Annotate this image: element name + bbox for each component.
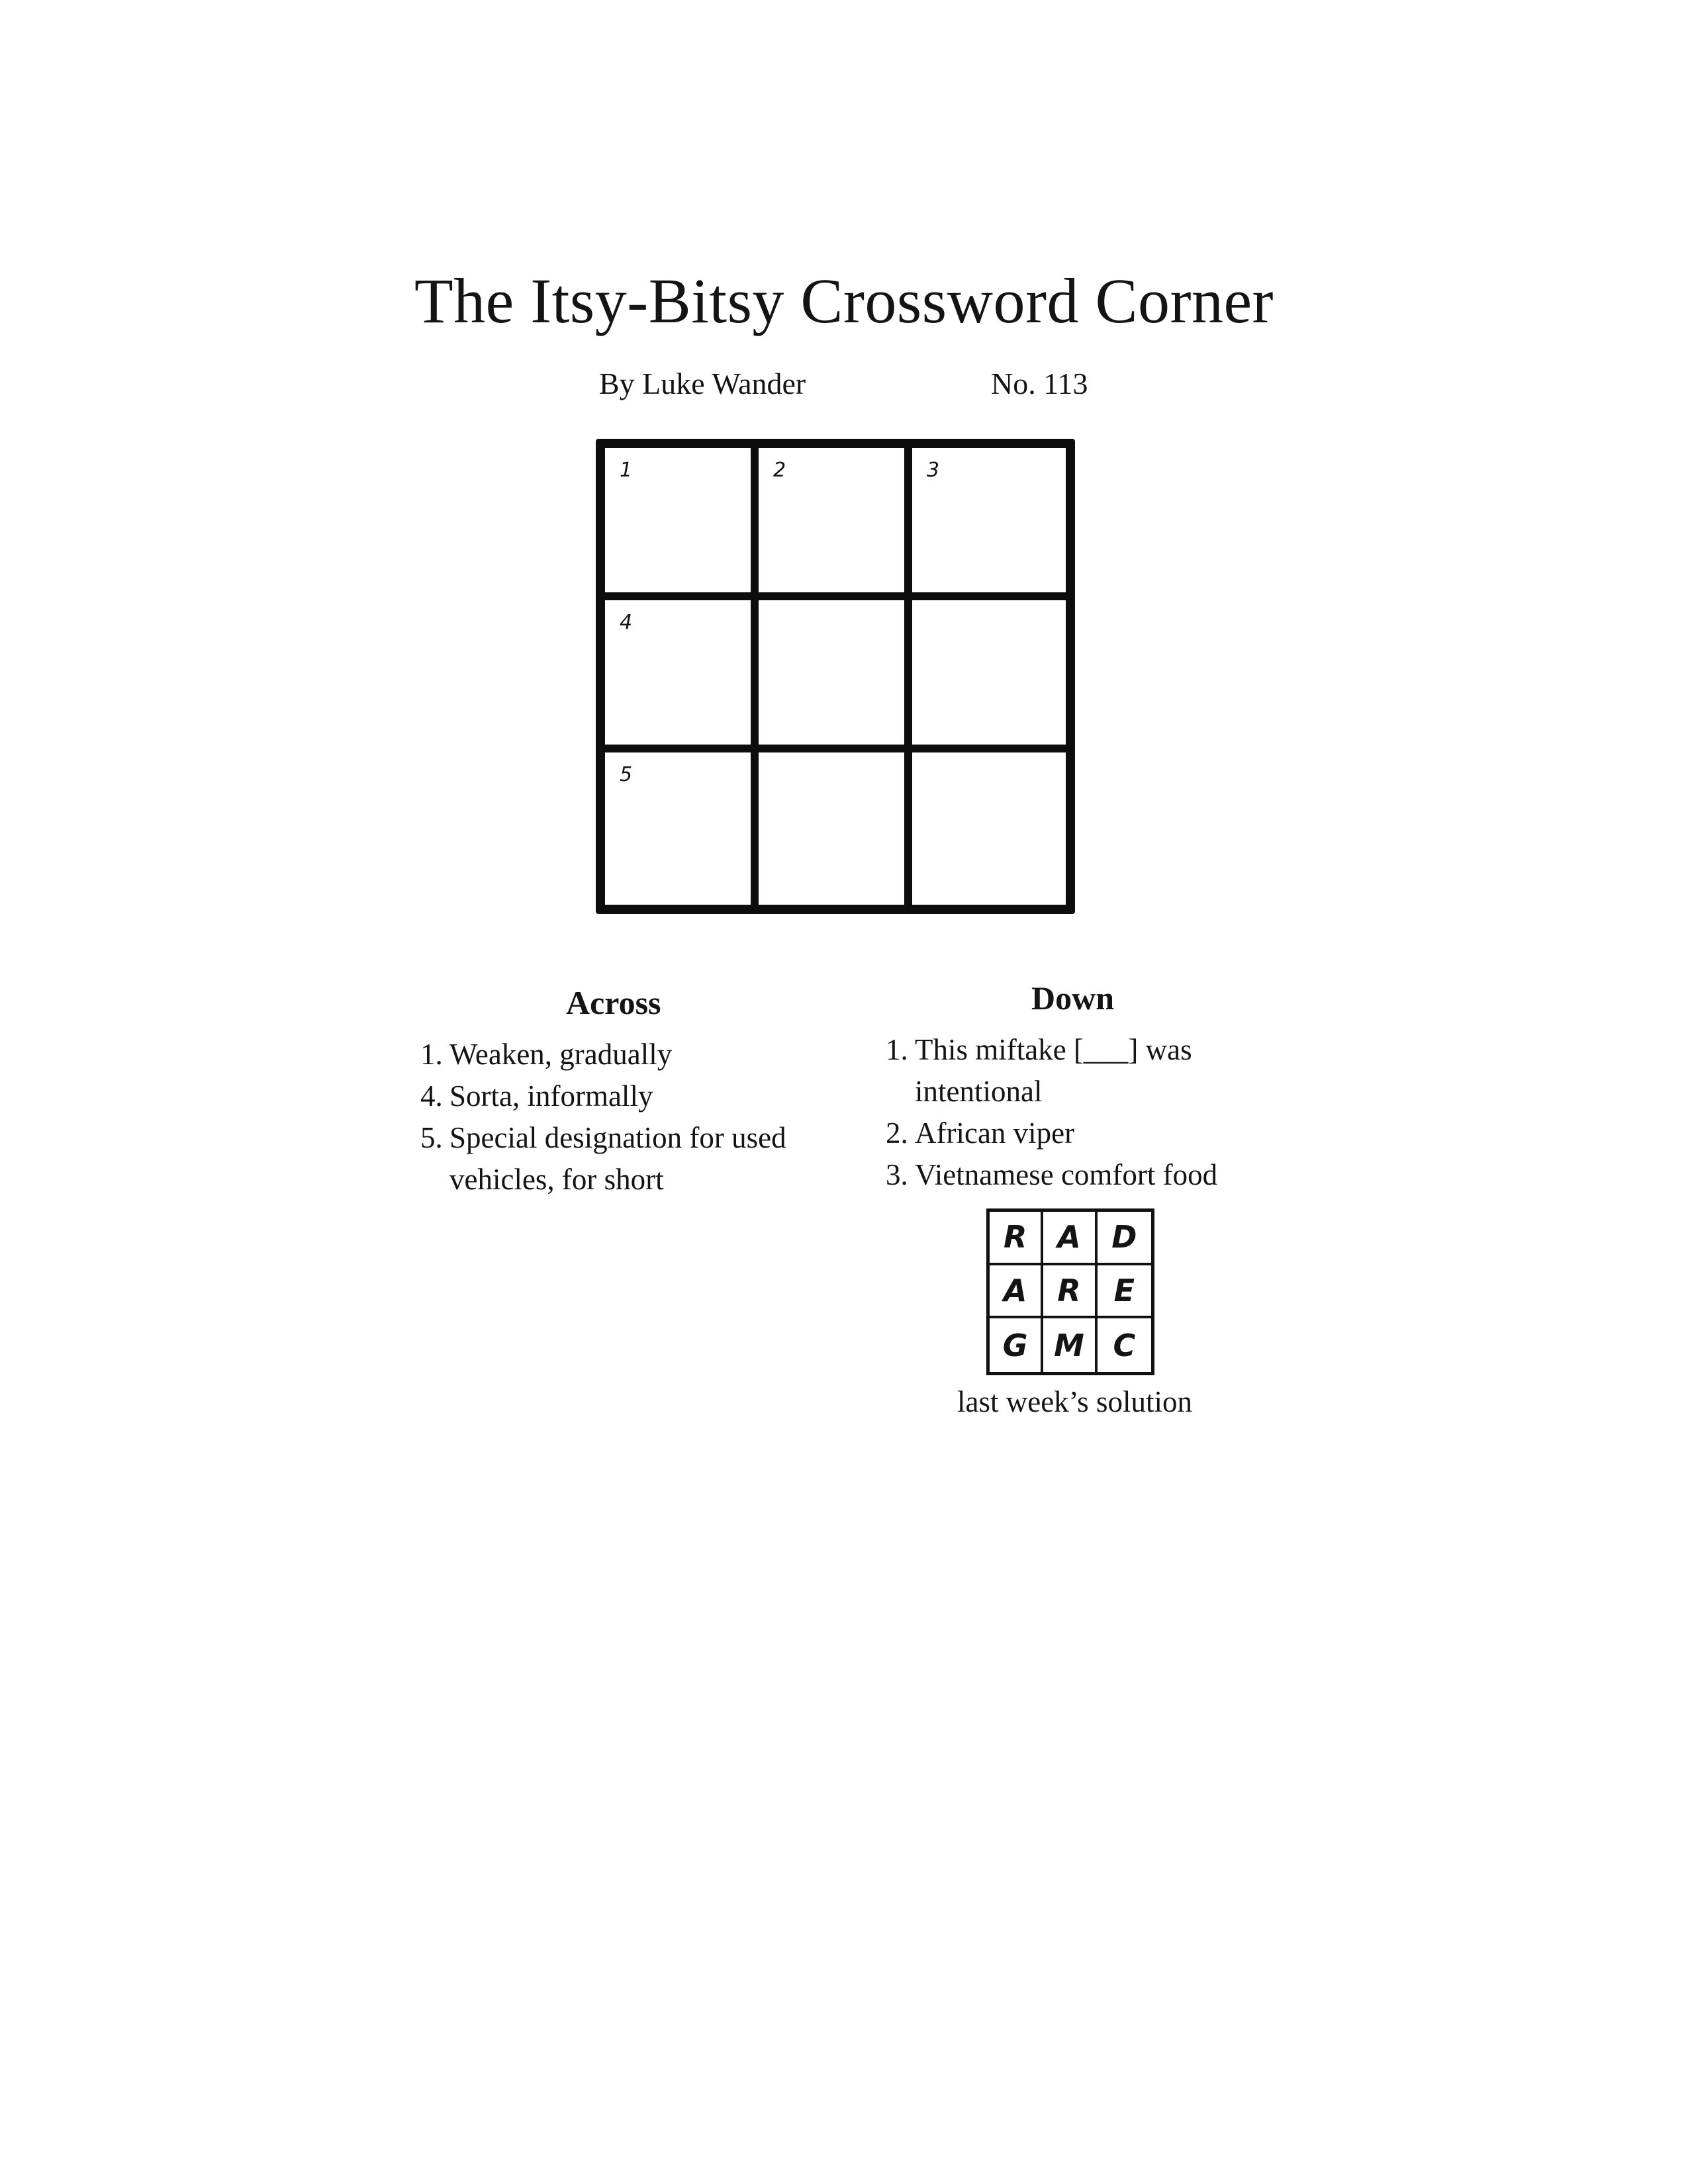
clue-text: Sorta, informally: [449, 1079, 653, 1113]
down-heading: Down: [1031, 979, 1115, 1017]
down-clue-list: [886, 1029, 1283, 1196]
clue-number: 4.: [420, 1079, 443, 1113]
solution-letter: A: [990, 1265, 1043, 1319]
grid-cell[interactable]: [912, 448, 1066, 600]
clue-number: 3.: [886, 1158, 908, 1191]
clue-text: Special designation for used vehicles, for short: [449, 1121, 786, 1196]
grid-cell[interactable]: [912, 752, 1066, 905]
clue-number: 2: [773, 459, 786, 482]
grid-cell[interactable]: [605, 752, 759, 905]
clue-text: Weaken, gradually: [449, 1038, 673, 1071]
solution-letter: D: [1098, 1212, 1151, 1265]
solution-letter: C: [1113, 1327, 1136, 1363]
solution-letter: R: [1043, 1265, 1097, 1319]
clue-number: 1.: [886, 1033, 908, 1066]
solution-letter: A: [1043, 1212, 1097, 1265]
down-clue: [886, 1154, 1283, 1196]
solution-letter: M: [1043, 1318, 1097, 1372]
solution-letter: G: [990, 1318, 1043, 1372]
issue-number: No. 113: [991, 367, 1088, 400]
clue-number: 2.: [886, 1116, 908, 1150]
grid-cell[interactable]: [759, 752, 912, 905]
solution-letter: E: [1098, 1265, 1151, 1319]
across-clue-list: [420, 1034, 831, 1201]
clue-text: African viper: [915, 1116, 1075, 1150]
grid-cell[interactable]: [605, 448, 759, 600]
author-byline: By Luke Wander: [599, 367, 806, 400]
across-clue: [420, 1117, 831, 1201]
clue-number: 1.: [420, 1038, 443, 1071]
puzzle-title: The Itsy-Bitsy Crossword Corner: [414, 265, 1274, 336]
clue-number: 1: [620, 459, 633, 482]
solution-letter: R: [990, 1212, 1043, 1265]
across-heading: Across: [566, 984, 661, 1021]
crossword-grid: [596, 439, 1075, 914]
grid-cell[interactable]: [759, 448, 912, 600]
clue-text: Vietnamese comfort food: [915, 1158, 1218, 1191]
across-clue: [420, 1034, 831, 1075]
down-clue: [886, 1113, 1283, 1154]
clue-number: 4: [620, 611, 633, 634]
across-clue: [420, 1075, 831, 1117]
clue-number: 5.: [420, 1121, 443, 1154]
grid-cell[interactable]: [912, 600, 1066, 752]
clue-number: 3: [927, 459, 940, 482]
previous-solution-grid: [986, 1208, 1154, 1375]
down-clue: [886, 1029, 1283, 1113]
solution-caption: last week’s solution: [957, 1385, 1192, 1418]
grid-cell[interactable]: [759, 600, 912, 752]
grid-cell[interactable]: [605, 600, 759, 752]
clue-text: This miftake [___] was intentional: [915, 1033, 1192, 1108]
clue-number: 5: [620, 763, 633, 786]
